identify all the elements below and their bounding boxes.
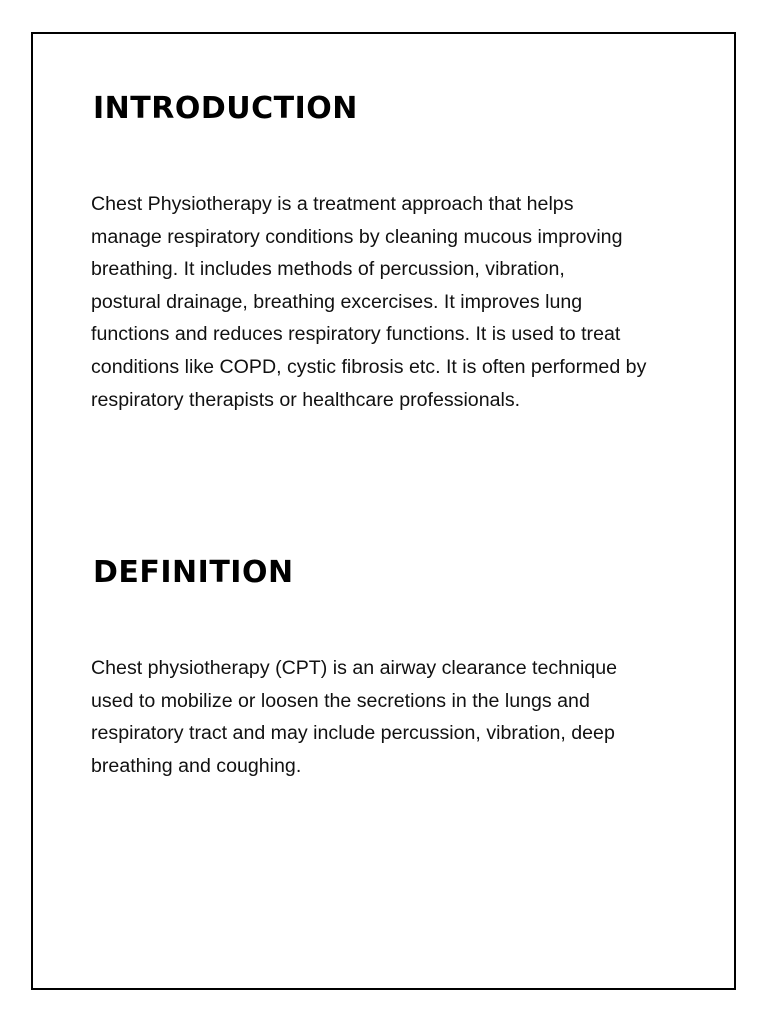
definition-line: breathing and coughing. (91, 754, 302, 777)
definition-paragraph (91, 652, 701, 782)
page-frame (31, 32, 736, 990)
introduction-paragraph (91, 188, 701, 416)
definition-line: used to mobilize or loosen the secretions in the lungs and (91, 689, 590, 712)
introduction-line: functions and reduces respiratory functions. It is used to treat (91, 323, 621, 346)
introduction-line: breathing. It includes methods of percussion, vibration, (91, 258, 565, 281)
introduction-heading: INTRODUCTION (93, 91, 358, 126)
introduction-line: postural drainage, breathing excercises. It improves lung (91, 290, 583, 313)
introduction-line: conditions like COPD, cystic fibrosis etc. It is often performed by (91, 355, 647, 378)
introduction-line: Chest Physiotherapy is a treatment approach that helps (91, 193, 574, 215)
introduction-line: respiratory therapists or healthcare professionals. (91, 388, 521, 411)
introduction-line: manage respiratory conditions by cleaning mucous improving (91, 225, 623, 248)
definition-heading: DEFINITION (93, 555, 294, 590)
definition-line: respiratory tract and may include percussion, vibration, deep (91, 722, 615, 745)
definition-line: Chest physiotherapy (CPT) is an airway clearance technique (91, 657, 618, 679)
